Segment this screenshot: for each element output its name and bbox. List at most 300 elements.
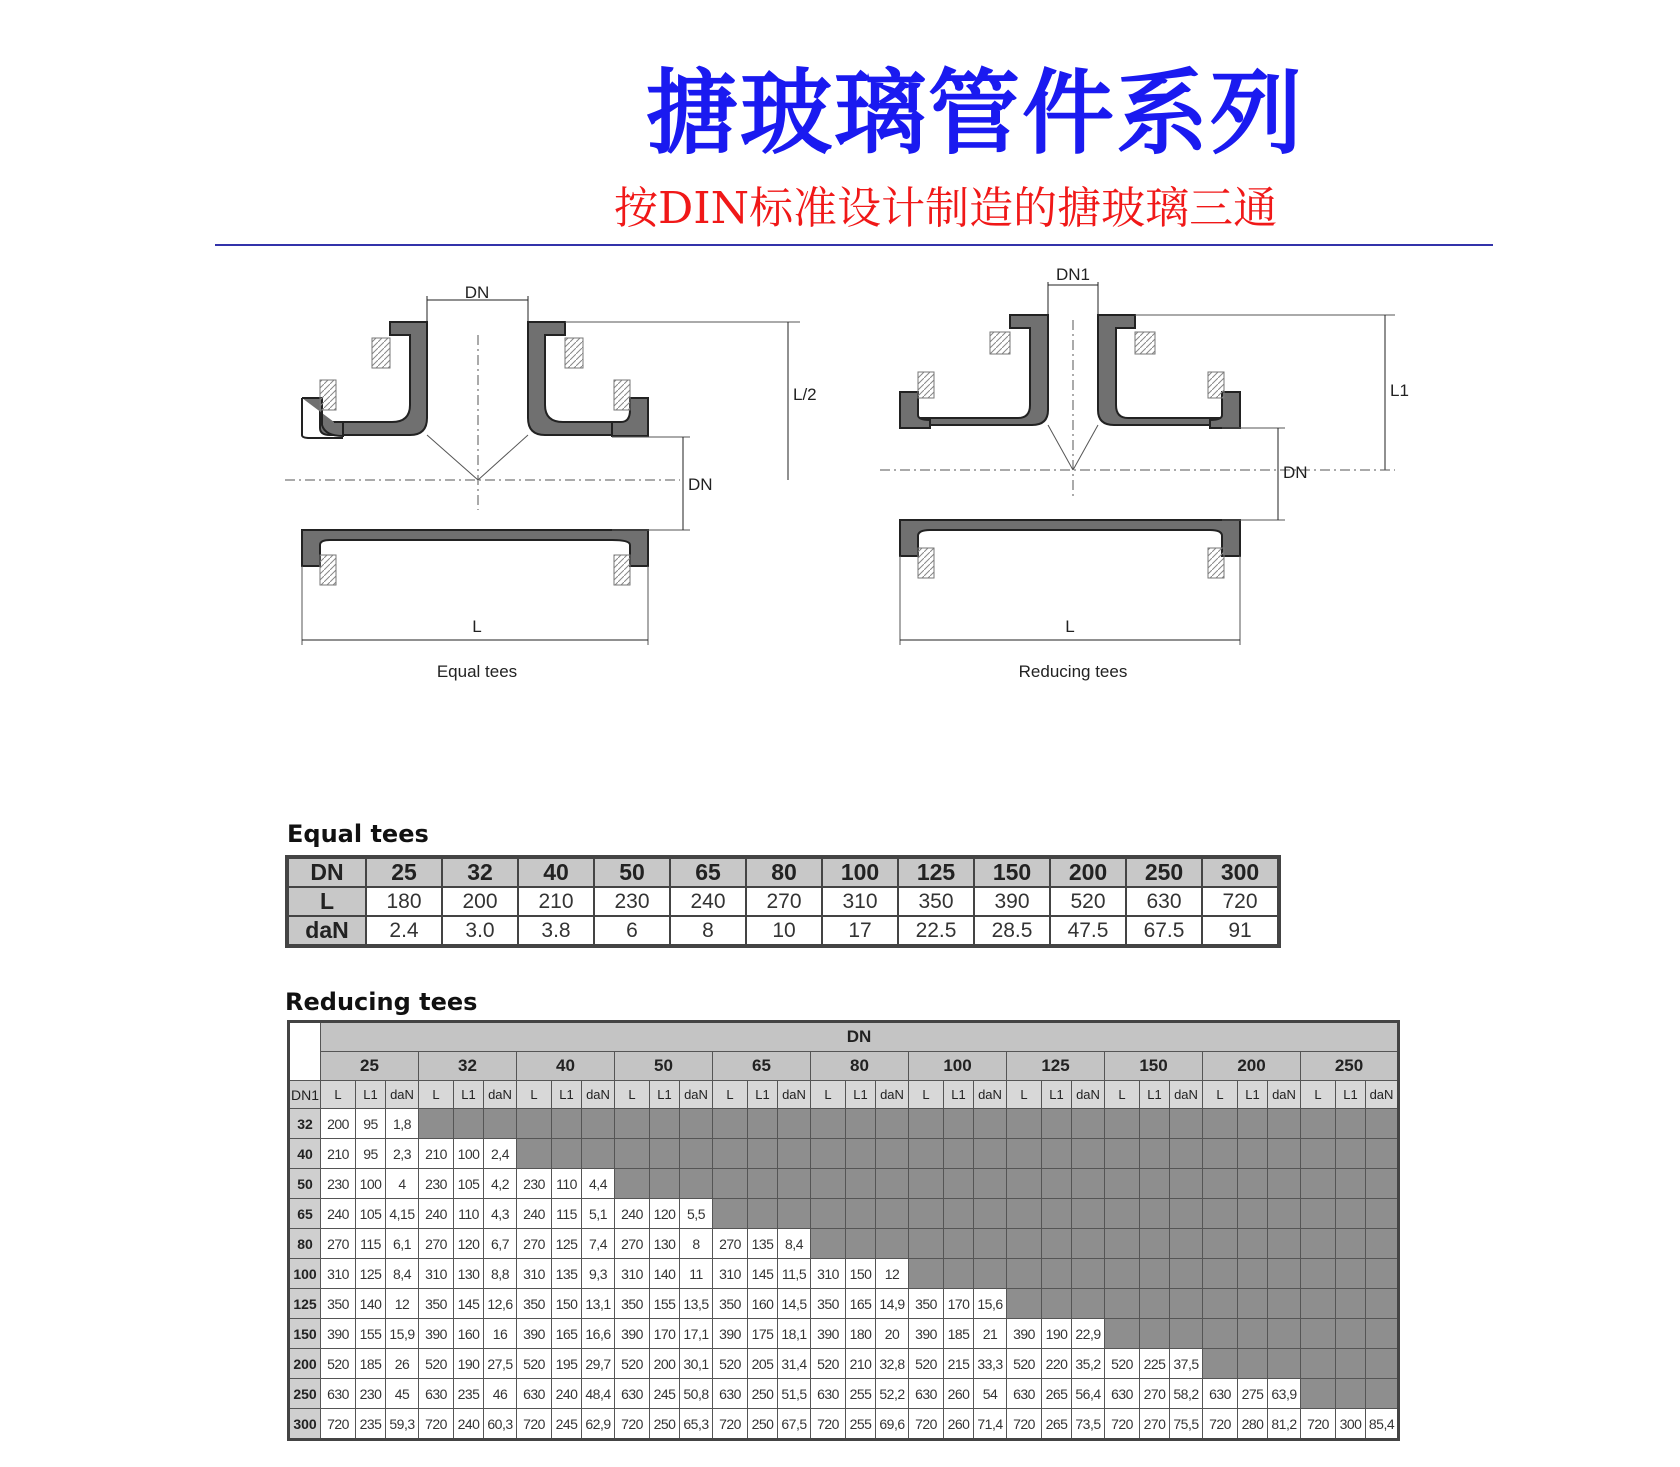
- reducing-cell: 720: [1203, 1409, 1238, 1440]
- reducing-cell-empty: [846, 1229, 876, 1259]
- reducing-cell: 8,4: [386, 1259, 419, 1289]
- reducing-cell: 125: [356, 1259, 386, 1289]
- reducing-cell: 390: [517, 1319, 552, 1349]
- equal-run-bottom-wall: [302, 530, 648, 566]
- reducing-cell-empty: [1238, 1139, 1268, 1169]
- reducing-cell-empty: [552, 1109, 582, 1139]
- reducing-cell-empty: [1042, 1199, 1072, 1229]
- reducing-cell-empty: [748, 1199, 778, 1229]
- reducing-subheader: daN: [1072, 1081, 1105, 1109]
- reducing-cell: 65,3: [680, 1409, 713, 1440]
- reducing-cell: 270: [517, 1229, 552, 1259]
- reducing-dn-group-row: [289, 1052, 1399, 1081]
- reducing-cell: 185: [944, 1319, 974, 1349]
- equal-tees-dn-header: 80: [746, 857, 822, 887]
- reducing-cell: 12: [876, 1259, 909, 1289]
- reducing-cell-empty: [582, 1139, 615, 1169]
- reducing-cell: 14,5: [778, 1289, 811, 1319]
- reducing-cell-empty: [1105, 1319, 1140, 1349]
- reducing-cell: 125: [552, 1229, 582, 1259]
- reducing-cell-empty: [552, 1139, 582, 1169]
- reducing-cell-empty: [1072, 1169, 1105, 1199]
- reducing-dn1-label: 40: [289, 1139, 321, 1169]
- reducing-cell: 235: [356, 1409, 386, 1440]
- reducing-subheader: L: [713, 1081, 748, 1109]
- reducing-cell-empty: [1140, 1199, 1170, 1229]
- reducing-cell-empty: [1301, 1319, 1336, 1349]
- reducing-cell: 26: [386, 1349, 419, 1379]
- reducing-cell: 7,4: [582, 1229, 615, 1259]
- reducing-cell: 350: [811, 1289, 846, 1319]
- reducing-cell-empty: [713, 1199, 748, 1229]
- reducing-cell: 12: [386, 1289, 419, 1319]
- reducing-dn1-label: 65: [289, 1199, 321, 1229]
- reducing-cell: 120: [650, 1199, 680, 1229]
- reducing-cell-empty: [1170, 1109, 1203, 1139]
- reducing-cell-empty: [454, 1109, 484, 1139]
- reducing-cell-empty: [1042, 1139, 1072, 1169]
- equal-dn-side-label: DN: [688, 475, 713, 494]
- reducing-cell: 175: [748, 1319, 778, 1349]
- reducing-cell-empty: [1007, 1139, 1042, 1169]
- reducing-subheader: L: [517, 1081, 552, 1109]
- page-subtitle: 按DIN标准设计制造的搪玻璃三通: [614, 183, 1278, 234]
- reducing-cell-empty: [484, 1109, 517, 1139]
- reducing-cell: 240: [517, 1199, 552, 1229]
- reducing-cell: 270: [713, 1229, 748, 1259]
- table-corner: [289, 1022, 321, 1081]
- reducing-dn-group-header: 65: [713, 1052, 811, 1081]
- equal-half-length-label: L/2: [793, 385, 817, 404]
- reducing-cell: 270: [1140, 1409, 1170, 1440]
- reducing-cell: 230: [356, 1379, 386, 1409]
- reducing-cell: 100: [356, 1169, 386, 1199]
- reducing-cell-empty: [1366, 1109, 1399, 1139]
- reducing-cell-empty: [1301, 1289, 1336, 1319]
- reducing-cell: 20: [876, 1319, 909, 1349]
- reducing-cell: 2,3: [386, 1139, 419, 1169]
- reducing-cell: 160: [454, 1319, 484, 1349]
- reducing-cell-empty: [1301, 1349, 1336, 1379]
- reducing-cell: 8: [680, 1229, 713, 1259]
- reducing-cell-empty: [1007, 1289, 1042, 1319]
- reducing-cell-empty: [811, 1169, 846, 1199]
- reducing-cell: 165: [846, 1289, 876, 1319]
- reducing-cell: 69,6: [876, 1409, 909, 1440]
- reducing-cell: 520: [419, 1349, 454, 1379]
- reducing-cell-empty: [846, 1199, 876, 1229]
- reducing-cell: 220: [1042, 1349, 1072, 1379]
- reducing-subheader: L: [1301, 1081, 1336, 1109]
- reducing-cell: 29,7: [582, 1349, 615, 1379]
- reducing-cell: 240: [321, 1199, 356, 1229]
- reducing-cell-empty: [778, 1139, 811, 1169]
- reducing-cell-empty: [1042, 1289, 1072, 1319]
- reducing-cell-empty: [811, 1139, 846, 1169]
- reducing-cell: 240: [454, 1409, 484, 1440]
- reducing-cell: 230: [517, 1169, 552, 1199]
- reducing-cell: 205: [748, 1349, 778, 1379]
- reducing-cell-empty: [419, 1109, 454, 1139]
- reducing-cell-empty: [1301, 1199, 1336, 1229]
- reducing-cell-empty: [1007, 1169, 1042, 1199]
- reducing-cell-empty: [1203, 1349, 1238, 1379]
- reducing-cell-empty: [1170, 1229, 1203, 1259]
- reducing-cell: 350: [419, 1289, 454, 1319]
- reducing-cell-empty: [1336, 1169, 1366, 1199]
- reducing-cell-empty: [974, 1229, 1007, 1259]
- equal-tees-cell: 180: [366, 887, 442, 916]
- reducing-subheader: daN: [974, 1081, 1007, 1109]
- reducing-cell: 520: [909, 1349, 944, 1379]
- equal-tees-dn-header: 150: [974, 857, 1050, 887]
- equal-tees-dn-header: 100: [822, 857, 898, 887]
- reducing-cell-empty: [1170, 1139, 1203, 1169]
- reducing-subheader: daN: [1366, 1081, 1399, 1109]
- reducing-cell-empty: [778, 1109, 811, 1139]
- reducing-cell: 520: [811, 1349, 846, 1379]
- reducing-cell-empty: [1366, 1289, 1399, 1319]
- reducing-cell: 190: [1042, 1319, 1072, 1349]
- equal-tees-cell: 10: [746, 916, 822, 946]
- reducing-cell: 115: [552, 1199, 582, 1229]
- reducing-dn1-label: 200: [289, 1349, 321, 1379]
- reducing-cell-empty: [1042, 1229, 1072, 1259]
- reducing-subheader: L: [909, 1081, 944, 1109]
- reducing-cell-empty: [1366, 1379, 1399, 1409]
- reducing-cell-empty: [1203, 1259, 1238, 1289]
- reducing-cell-empty: [876, 1109, 909, 1139]
- reducing-cell: 60,3: [484, 1409, 517, 1440]
- reducing-cell: 180: [846, 1319, 876, 1349]
- equal-tees-cell: 350: [898, 887, 974, 916]
- reducing-subheader: L1: [1336, 1081, 1366, 1109]
- reducing-cell-empty: [680, 1139, 713, 1169]
- reducing-cell: 170: [650, 1319, 680, 1349]
- equal-tees-cell: 22.5: [898, 916, 974, 946]
- reducing-cell-empty: [1203, 1169, 1238, 1199]
- reducing-cell-empty: [1140, 1229, 1170, 1259]
- reducing-cell: 130: [650, 1229, 680, 1259]
- reducing-cell: 56,4: [1072, 1379, 1105, 1409]
- reducing-cell-empty: [1203, 1199, 1238, 1229]
- reducing-cell-empty: [1301, 1259, 1336, 1289]
- reducing-cell-empty: [944, 1229, 974, 1259]
- reducing-cell-empty: [1336, 1199, 1366, 1229]
- reducing-dn-group-header: 50: [615, 1052, 713, 1081]
- reducing-cell: 140: [356, 1289, 386, 1319]
- reducing-cell-empty: [1105, 1199, 1140, 1229]
- reducing-cell: 85,4: [1366, 1409, 1399, 1440]
- reducing-cell-empty: [1042, 1259, 1072, 1289]
- reducing-cell: 720: [1105, 1409, 1140, 1440]
- reducing-subheader: L1: [944, 1081, 974, 1109]
- reducing-subheader: L1: [1140, 1081, 1170, 1109]
- reducing-cell: 105: [454, 1169, 484, 1199]
- reducing-cell: 215: [944, 1349, 974, 1379]
- reducing-subheader: daN: [680, 1081, 713, 1109]
- reducing-cell: 520: [615, 1349, 650, 1379]
- reducing-cell-empty: [1072, 1199, 1105, 1229]
- reducing-cell-empty: [1268, 1139, 1301, 1169]
- reducing-cell: 145: [454, 1289, 484, 1319]
- reducing-cell: 4,3: [484, 1199, 517, 1229]
- reducing-cell: 12,6: [484, 1289, 517, 1319]
- reducing-cell-empty: [944, 1169, 974, 1199]
- reducing-cell: 150: [552, 1289, 582, 1319]
- reducing-cell: 105: [356, 1199, 386, 1229]
- reducing-cell: 630: [713, 1379, 748, 1409]
- reducing-cell-empty: [876, 1139, 909, 1169]
- reducing-cell-empty: [1268, 1319, 1301, 1349]
- reducing-cell: 8,4: [778, 1229, 811, 1259]
- reducing-cell-empty: [1203, 1319, 1238, 1349]
- reducing-cell: 270: [615, 1229, 650, 1259]
- reducing-cell: 145: [748, 1259, 778, 1289]
- reducing-cell: 62,9: [582, 1409, 615, 1440]
- reducing-cell-empty: [778, 1169, 811, 1199]
- reducing-cell: 11,5: [778, 1259, 811, 1289]
- reducing-cell-empty: [1268, 1349, 1301, 1379]
- reducing-cell-empty: [713, 1139, 748, 1169]
- equal-tees-dn-header: 125: [898, 857, 974, 887]
- reducing-cell: 120: [454, 1229, 484, 1259]
- reducing-cell: 27,5: [484, 1349, 517, 1379]
- reducing-cell-empty: [1140, 1109, 1170, 1139]
- reducing-cell-empty: [1301, 1379, 1336, 1409]
- table-row: [289, 1229, 1399, 1259]
- reducing-cell: 100: [454, 1139, 484, 1169]
- equal-tees-cell: 210: [518, 887, 594, 916]
- reducing-tee-drawing: [880, 282, 1395, 645]
- reducing-dn-group-header: 125: [1007, 1052, 1105, 1081]
- equal-tees-dn-header: 32: [442, 857, 518, 887]
- reducing-cell-empty: [680, 1169, 713, 1199]
- reducing-cell: 22,9: [1072, 1319, 1105, 1349]
- reducing-cell-empty: [1203, 1289, 1238, 1319]
- reducing-cell: 185: [356, 1349, 386, 1379]
- reducing-cell-empty: [1268, 1229, 1301, 1259]
- reducing-cell: 260: [944, 1409, 974, 1440]
- reducing-subheader: L1: [748, 1081, 778, 1109]
- reducing-cell-empty: [846, 1169, 876, 1199]
- reducing-cell: 59,3: [386, 1409, 419, 1440]
- reducing-dn-group-header: 100: [909, 1052, 1007, 1081]
- reducing-cell-empty: [1301, 1139, 1336, 1169]
- reducing-subheader: daN: [386, 1081, 419, 1109]
- reducing-cell-empty: [974, 1199, 1007, 1229]
- reducing-cell: 81,2: [1268, 1409, 1301, 1440]
- equal-tees-cell: 2.4: [366, 916, 442, 946]
- reducing-cell-empty: [1336, 1379, 1366, 1409]
- reducing-cell-empty: [1140, 1169, 1170, 1199]
- equal-tees-row-label: L: [287, 887, 366, 916]
- reducing-cell-empty: [909, 1169, 944, 1199]
- equal-tees-cell: 310: [822, 887, 898, 916]
- reducing-cell-empty: [778, 1199, 811, 1229]
- reducing-cell: 210: [846, 1349, 876, 1379]
- reducing-cell: 71,4: [974, 1409, 1007, 1440]
- reducing-cell: 720: [713, 1409, 748, 1440]
- reducing-cell: 115: [356, 1229, 386, 1259]
- reducing-cell-empty: [944, 1109, 974, 1139]
- table-row: [289, 1319, 1399, 1349]
- reducing-cell: 15,6: [974, 1289, 1007, 1319]
- equal-tees-row-dan: [287, 916, 1279, 946]
- reducing-cell-empty: [1170, 1169, 1203, 1199]
- reducing-cell-empty: [1105, 1289, 1140, 1319]
- reducing-dn1-label: 50: [289, 1169, 321, 1199]
- equal-tees-cell: 67.5: [1126, 916, 1202, 946]
- reducing-cell-empty: [582, 1109, 615, 1139]
- reducing-cell: 52,2: [876, 1379, 909, 1409]
- reducing-tees-table: [287, 1020, 1400, 1441]
- reducing-dn-group-header: 40: [517, 1052, 615, 1081]
- table-row: [289, 1109, 1399, 1139]
- reducing-cell: 46: [484, 1379, 517, 1409]
- reducing-cell: 230: [419, 1169, 454, 1199]
- reducing-cell-empty: [974, 1169, 1007, 1199]
- reducing-cell: 13,1: [582, 1289, 615, 1319]
- reducing-cell: 155: [650, 1289, 680, 1319]
- reducing-cell-empty: [1238, 1319, 1268, 1349]
- reducing-dn1-label: 80: [289, 1229, 321, 1259]
- reducing-cell: 630: [1007, 1379, 1042, 1409]
- reducing-cell: 225: [1140, 1349, 1170, 1379]
- reducing-cell-empty: [811, 1229, 846, 1259]
- reducing-cell: 260: [944, 1379, 974, 1409]
- equal-tees-dn-header: 40: [518, 857, 594, 887]
- reducing-cell: 630: [517, 1379, 552, 1409]
- reducing-cell: 190: [454, 1349, 484, 1379]
- reducing-cell-empty: [650, 1169, 680, 1199]
- reducing-cell-empty: [1105, 1139, 1140, 1169]
- reducing-length-label: L: [1065, 617, 1075, 636]
- reducing-cell: 630: [1203, 1379, 1238, 1409]
- reducing-cell: 390: [1007, 1319, 1042, 1349]
- reducing-cell: 520: [1105, 1349, 1140, 1379]
- reducing-cell: 45: [386, 1379, 419, 1409]
- reducing-cell-empty: [1140, 1259, 1170, 1289]
- reducing-cell-empty: [1336, 1109, 1366, 1139]
- reducing-cell: 240: [615, 1199, 650, 1229]
- reducing-subheader: L1: [552, 1081, 582, 1109]
- reducing-l1-label: L1: [1390, 381, 1409, 400]
- reducing-cell: 245: [650, 1379, 680, 1409]
- reducing-branch-left-wall: [920, 315, 1048, 425]
- reducing-cell: 4,2: [484, 1169, 517, 1199]
- equal-tees-dn-header: 250: [1126, 857, 1202, 887]
- reducing-cell: 15,9: [386, 1319, 419, 1349]
- reducing-cell: 210: [321, 1139, 356, 1169]
- reducing-cell-empty: [517, 1139, 552, 1169]
- reducing-subheader: daN: [876, 1081, 909, 1109]
- equal-tees-cell: 91: [1202, 916, 1279, 946]
- reducing-cell: 37,5: [1170, 1349, 1203, 1379]
- table-row: [289, 1139, 1399, 1169]
- reducing-dn1-header: DN1: [289, 1081, 321, 1109]
- reducing-cell: 350: [615, 1289, 650, 1319]
- reducing-cell-empty: [615, 1139, 650, 1169]
- reducing-cell: 630: [909, 1379, 944, 1409]
- equal-tees-cell: 6: [594, 916, 670, 946]
- reducing-cell: 310: [811, 1259, 846, 1289]
- table-row: [289, 1259, 1399, 1289]
- reducing-cell-empty: [1336, 1139, 1366, 1169]
- reducing-cell-empty: [974, 1109, 1007, 1139]
- reducing-cell: 75,5: [1170, 1409, 1203, 1440]
- table-row: [289, 1169, 1399, 1199]
- reducing-cell: 48,4: [582, 1379, 615, 1409]
- reducing-cell: 1,8: [386, 1109, 419, 1139]
- reducing-run-bottom-wall: [900, 520, 1240, 556]
- reducing-cell-empty: [748, 1139, 778, 1169]
- equal-tees-dn-header: 25: [366, 857, 442, 887]
- reducing-cell-empty: [1336, 1289, 1366, 1319]
- reducing-cell-empty: [1301, 1169, 1336, 1199]
- reducing-cell: 200: [321, 1109, 356, 1139]
- reducing-cell: 310: [615, 1259, 650, 1289]
- reducing-cell-empty: [1238, 1229, 1268, 1259]
- reducing-cell: 33,3: [974, 1349, 1007, 1379]
- reducing-dn-group-header: 200: [1203, 1052, 1301, 1081]
- reducing-cell: 130: [454, 1259, 484, 1289]
- reducing-cell-empty: [811, 1199, 846, 1229]
- reducing-cell-empty: [876, 1199, 909, 1229]
- equal-tees-cell: 240: [670, 887, 746, 916]
- reducing-cell-empty: [1336, 1229, 1366, 1259]
- reducing-cell-empty: [1336, 1259, 1366, 1289]
- reducing-cell: 31,4: [778, 1349, 811, 1379]
- reducing-cell-empty: [1238, 1289, 1268, 1319]
- reducing-cell: 265: [1042, 1379, 1072, 1409]
- reducing-cell: 170: [944, 1289, 974, 1319]
- table-row: [289, 1349, 1399, 1379]
- reducing-cell: 280: [1238, 1409, 1268, 1440]
- table-row: [289, 1409, 1399, 1440]
- reducing-cell-empty: [944, 1199, 974, 1229]
- reducing-cell: 6,7: [484, 1229, 517, 1259]
- reducing-cell: 4,4: [582, 1169, 615, 1199]
- reducing-cell: 265: [1042, 1409, 1072, 1440]
- reducing-cell: 110: [454, 1199, 484, 1229]
- reducing-cell: 630: [615, 1379, 650, 1409]
- reducing-cell-empty: [1140, 1289, 1170, 1319]
- equal-tees-dn-header: 50: [594, 857, 670, 887]
- reducing-dn-header: DN: [321, 1022, 1399, 1052]
- reducing-cell-empty: [1203, 1229, 1238, 1259]
- reducing-cell-empty: [909, 1139, 944, 1169]
- equal-tees-cell: 390: [974, 887, 1050, 916]
- equal-caption: Equal tees: [436, 662, 518, 681]
- reducing-cell-empty: [1007, 1229, 1042, 1259]
- reducing-cell: 520: [321, 1349, 356, 1379]
- reducing-subheader: daN: [1268, 1081, 1301, 1109]
- reducing-cell: 32,8: [876, 1349, 909, 1379]
- reducing-subheader: L: [419, 1081, 454, 1109]
- equal-tees-heading: Equal tees: [287, 820, 429, 848]
- reducing-cell: 140: [650, 1259, 680, 1289]
- reducing-subheader: L: [615, 1081, 650, 1109]
- reducing-cell: 520: [1007, 1349, 1042, 1379]
- reducing-cell: 50,8: [680, 1379, 713, 1409]
- reducing-dn1-label: 300: [289, 1409, 321, 1440]
- reducing-cell-empty: [1105, 1259, 1140, 1289]
- reducing-cell: 720: [419, 1409, 454, 1440]
- reducing-cell-empty: [944, 1259, 974, 1289]
- reducing-cell: 630: [419, 1379, 454, 1409]
- reducing-subheader: daN: [582, 1081, 615, 1109]
